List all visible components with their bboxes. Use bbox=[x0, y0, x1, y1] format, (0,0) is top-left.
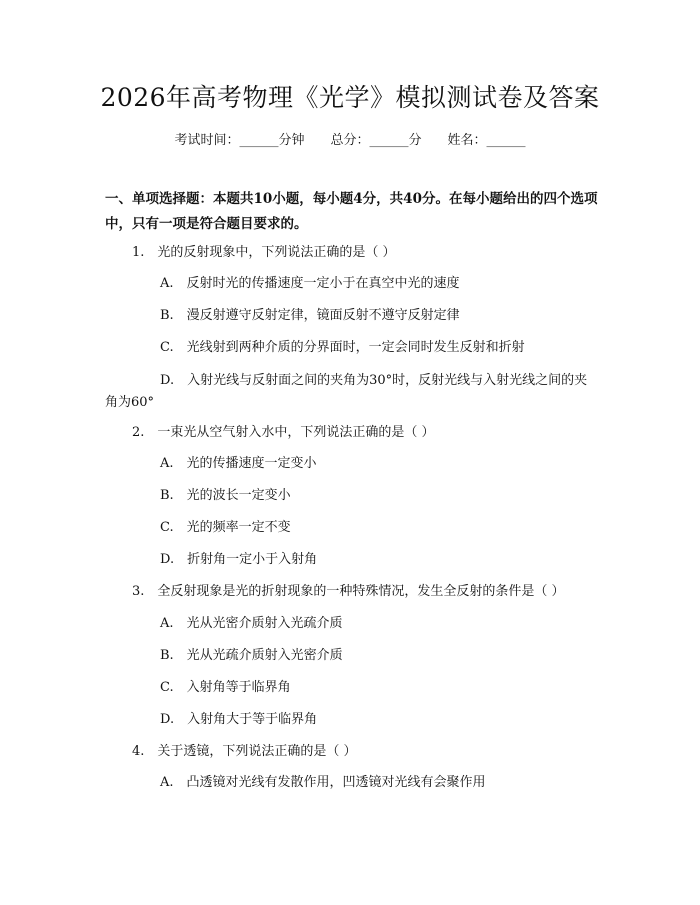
question-option: A. 光从光密介质射入光疏介质 bbox=[160, 616, 343, 631]
question-stem: 2. 一束光从空气射入水中，下列说法正确的是（ ） bbox=[132, 425, 435, 440]
question-option: B. 光从光疏介质射入光密介质 bbox=[160, 648, 343, 663]
total-score-field: 总分：______分 bbox=[330, 133, 422, 148]
question-option: C. 入射角等于临界角 bbox=[160, 680, 291, 695]
question-stem: 3. 全反射现象是光的折射现象的一种特殊情况，发生全反射的条件是（ ） bbox=[132, 584, 565, 599]
question-option: C. 光线射到两种介质的分界面时，一定会同时发生反射和折射 bbox=[160, 340, 525, 355]
exam-meta-line bbox=[0, 131, 700, 151]
question-stem: 1. 光的反射现象中，下列说法正确的是（ ） bbox=[132, 245, 396, 260]
page-title: 2026年高考物理《光学》模拟测试卷及答案 bbox=[100, 83, 600, 112]
question-option: D. 折射角一定小于入射角 bbox=[160, 552, 318, 567]
question-stem: 4. 关于透镜，下列说法正确的是（ ） bbox=[132, 744, 357, 759]
question-option: D. 入射角大于等于临界角 bbox=[160, 712, 318, 727]
question-option: C. 光的频率一定不变 bbox=[160, 520, 291, 535]
exam-time-field: 考试时间：______分钟 bbox=[174, 133, 305, 148]
name-field: 姓名：______ bbox=[447, 133, 526, 148]
question-option: D. 入射光线与反射面之间的夹角为30°时，反射光线与入射光线之间的夹角为60° bbox=[105, 373, 588, 410]
section-heading: 一、单项选择题：本题共10小题，每小题4分，共40分。在每小题给出的四个选项中，只有一项是符合题目要求的。 bbox=[105, 191, 598, 232]
question-option: A. 光的传播速度一定变小 bbox=[160, 456, 317, 471]
question-option: B. 漫反射遵守反射定律，镜面反射不遵守反射定律 bbox=[160, 308, 460, 323]
question-option: A. 凸透镜对光线有发散作用，凹透镜对光线有会聚作用 bbox=[160, 775, 486, 790]
question-option: B. 光的波长一定变小 bbox=[160, 488, 291, 503]
question-option: A. 反射时光的传播速度一定小于在真空中光的速度 bbox=[160, 276, 460, 291]
